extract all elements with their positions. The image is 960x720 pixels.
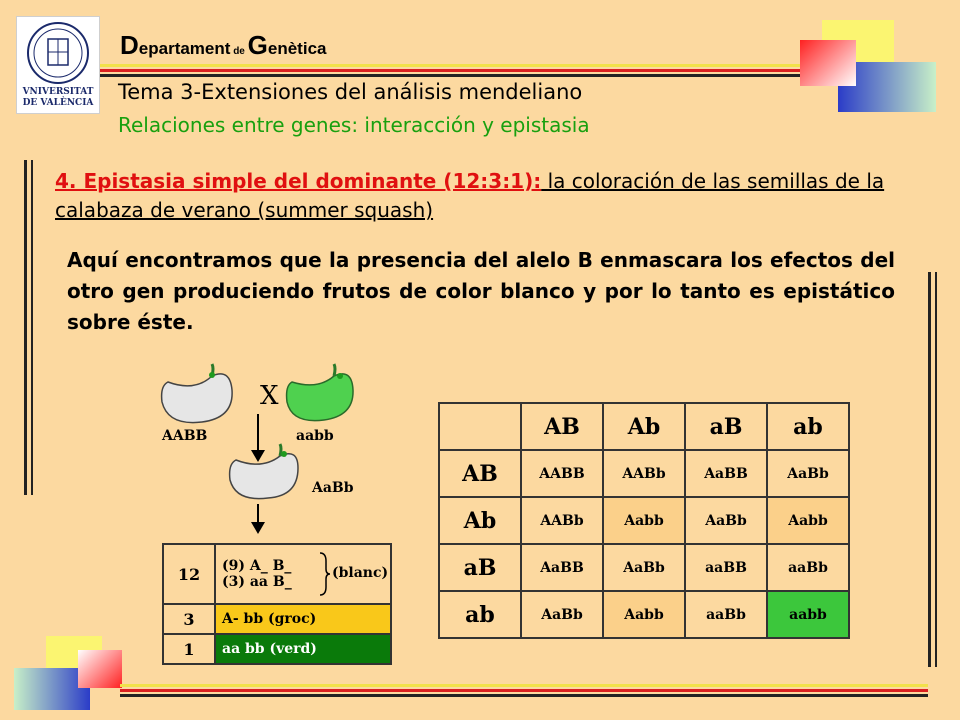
- ratio-row-verd: [163, 634, 391, 664]
- punnett-col-header: aB: [685, 403, 767, 450]
- left-rule-2: [31, 160, 33, 495]
- punnett-cell: Aabb: [603, 591, 685, 638]
- ratio-count: 12: [163, 544, 215, 604]
- punnett-col-header: ab: [767, 403, 849, 450]
- brace-icon: [318, 551, 330, 597]
- logo-text-line2: DE VALÈNCIA: [22, 98, 94, 108]
- punnett-row: [439, 591, 849, 638]
- ratio-genotypes-blanc: [215, 544, 391, 604]
- ratio-row-blanc: [163, 544, 391, 604]
- section-heading-rest: la coloración de las semillas de la calabaza de verano (summer squash): [55, 169, 885, 222]
- punnett-cell: aabb: [767, 591, 849, 638]
- punnett-col-header: AB: [521, 403, 603, 450]
- punnett-cell: Aabb: [767, 497, 849, 544]
- punnett-row: [439, 544, 849, 591]
- footer-rule-yellow: [120, 684, 928, 687]
- ratio-brace-label: (blanc): [332, 565, 389, 581]
- punnett-cell: AaBB: [685, 450, 767, 497]
- punnett-cell: aaBB: [685, 544, 767, 591]
- topic-title: Tema 3-Extensiones del análisis mendeliano: [118, 80, 583, 104]
- punnett-row: [439, 497, 849, 544]
- punnett-row-header: ab: [439, 591, 521, 638]
- logo-text: [17, 87, 99, 109]
- left-rule-1: [24, 160, 27, 495]
- ratio-count: 1: [163, 634, 215, 664]
- subtopic-title: Relaciones entre genes: interacción y epistasia: [118, 113, 590, 137]
- footer-rule-black: [120, 694, 928, 697]
- punnett-row-header: aB: [439, 544, 521, 591]
- punnett-square: [438, 402, 850, 639]
- ratio-line-1: (9) A_ B_: [222, 558, 292, 574]
- punnett-header-row: [439, 403, 849, 450]
- punnett-cell: AABb: [521, 497, 603, 544]
- explanation-paragraph: Aquí encontramos que la presencia del alelo B enmascara los efectos del otro gen produciendo frutos de color blanco y por lo tanto es epistático sobre éste.: [67, 248, 895, 334]
- header-rule-black: [100, 74, 840, 77]
- university-seal-icon: [17, 17, 99, 87]
- ratio-genotypes-groc: A- bb (groc): [215, 604, 391, 634]
- logo-text-line1: VNIVERSITAT: [22, 87, 94, 97]
- deco-square-red-top: [800, 40, 856, 86]
- footer-rule-red: [120, 689, 928, 692]
- punnett-cell: AaBb: [603, 544, 685, 591]
- punnett-cell: AaBb: [685, 497, 767, 544]
- punnett-row-header: Ab: [439, 497, 521, 544]
- ratio-line-2: (3) aa B_: [222, 574, 292, 590]
- punnett-cell: AaBb: [521, 591, 603, 638]
- punnett-corner: [439, 403, 521, 450]
- punnett-cell: AaBb: [767, 450, 849, 497]
- section-heading-red: 4. Epistasia simple del dominante (12:3:1):: [55, 169, 542, 193]
- header-rule-yellow: [100, 64, 840, 67]
- punnett-cell: AABB: [521, 450, 603, 497]
- parent1-label: AABB: [162, 428, 208, 444]
- phenotype-ratio-table: [162, 543, 392, 665]
- white-squash-f1-icon: [230, 444, 298, 499]
- dept-initial-g: G: [247, 30, 268, 60]
- ratio-genotypes-verd: aa bb (verd): [215, 634, 391, 664]
- green-squash-parent-icon: [287, 364, 353, 421]
- punnett-cell: aaBb: [767, 544, 849, 591]
- punnett-cell: aaBb: [685, 591, 767, 638]
- ratio-count: 3: [163, 604, 215, 634]
- dept-word-de: de: [230, 46, 248, 57]
- department-title: [120, 30, 326, 61]
- section-heading: [55, 167, 893, 225]
- arrow-head-f2: [251, 522, 265, 534]
- f1-label: AaBb: [312, 480, 354, 496]
- punnett-cell: AABb: [603, 450, 685, 497]
- arrow-head-f1: [251, 450, 265, 462]
- right-rule-1: [928, 272, 931, 667]
- punnett-row: [439, 450, 849, 497]
- dept-word-1: epartament: [138, 39, 231, 58]
- ratio-row-groc: [163, 604, 391, 634]
- white-squash-parent-icon: [162, 364, 233, 423]
- parent2-label: aabb: [296, 428, 334, 444]
- dept-initial-d: D: [120, 30, 139, 60]
- punnett-cell: AaBB: [521, 544, 603, 591]
- punnett-cell: Aabb: [603, 497, 685, 544]
- deco-square-red-bottom: [78, 650, 122, 688]
- university-logo: [16, 16, 100, 114]
- dept-word-2: enètica: [267, 39, 327, 58]
- cross-symbol: X: [260, 381, 279, 411]
- header-rule-red: [100, 69, 840, 72]
- cross-diagram: [150, 362, 410, 542]
- punnett-row-header: AB: [439, 450, 521, 497]
- punnett-col-header: Ab: [603, 403, 685, 450]
- right-rule-2: [935, 272, 937, 667]
